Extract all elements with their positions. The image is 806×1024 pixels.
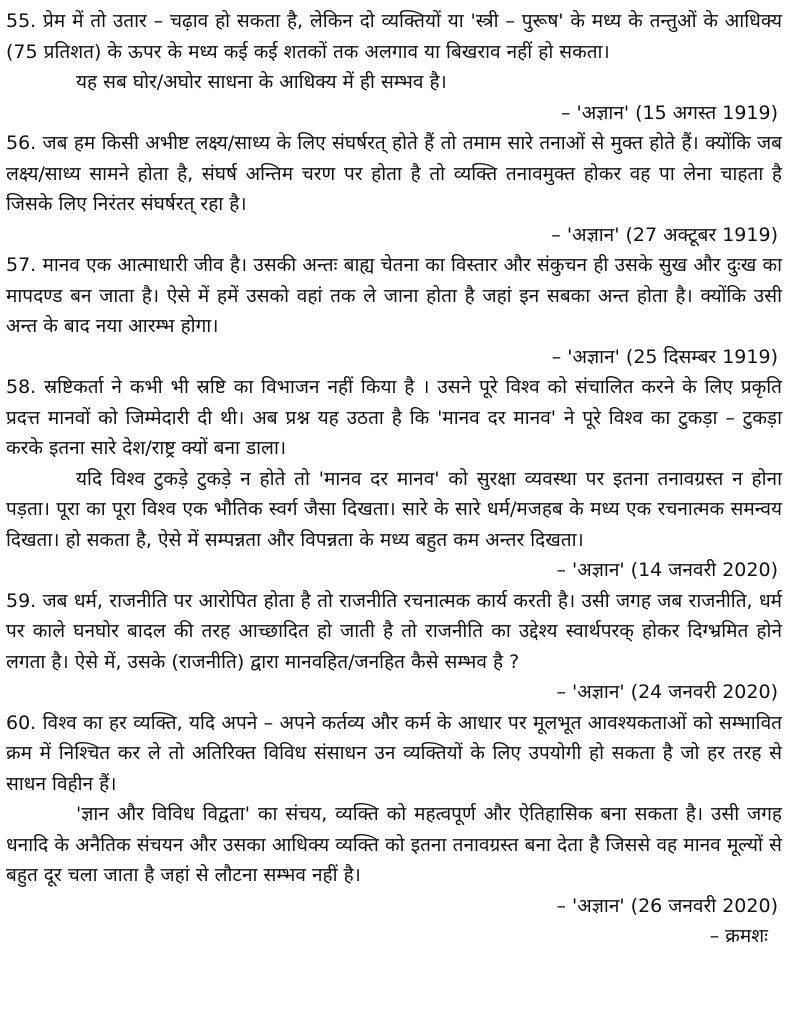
entry-attribution: – 'अज्ञान' (27 अक्टूबर 1919) [551, 223, 778, 246]
entry-55 [6, 6, 782, 128]
continued-note: – क्रमशः [709, 925, 768, 947]
entry-paragraph: 'ज्ञान और विविध विद्वता' का संचय, व्यक्ति को महत्वपूर्ण और ऐतिहासिक बना सकता है। उसी जगह धनादि के अनैतिक संचयन और उसका आधिक्य व्यक्ति को इतना तनावग्रस्त बना देता है जिससे वह मानव मूल्यों से बहुत दूर चला जाता है जहां से लौटना सम्भव नहीं है। [6, 803, 782, 886]
entry-paragraph: 55. प्रेम में तो उतार – चढ़ाव हो सकता है, लेकिन दो व्यक्तियों या 'स्त्री – पुरूष' के मध्य के तन्तुओं के आधिक्य (75 प्रतिशत) के ऊपर के मध्य कई कई शतकों तक अलगाव या बिखराव नहीं हो सकता। [6, 10, 782, 63]
entry-attribution: – 'अज्ञान' (15 अगस्त 1919) [560, 101, 778, 124]
entry-paragraph: 59. जब धर्म, राजनीति पर आरोपित होता है तो राजनीति रचनात्मक कार्य करती है। उसी जगह जब राजनीति, धर्म पर काले घनघोर बादल की तरह आच्छादित हो जाती है तो राजनीति का उद्देश्य स्वार्थपरक् होकर दिग्भ्रमित होने लगता है। ऐसे में, उसके (राजनीति) द्वारा मानवहित/जनहित कैसे सम्भव है ? [6, 589, 782, 673]
entry-56 [6, 128, 782, 250]
entry-60 [6, 708, 782, 922]
entry-paragraph: 60. विश्व का हर व्यक्ति, यदि अपने – अपने कर्तव्य और कर्म के आधार पर मूलभूत आवश्यकताओं को सम्भावित क्रम में निश्चित कर ले तो अतिरिक्त विविध संसाधन उन व्यक्तियों के लिए उपयोगी हो सकता है जो हर तरह से साधन विहीन हैं। [6, 711, 782, 795]
entry-paragraph: यदि विश्व टुकड़े टुकड़े न होते तो 'मानव दर मानव' को सुरक्षा व्यवस्था पर इतना तनावग्रस्त न होना पड़ता। पूरा का पूरा विश्व एक भौतिक स्वर्ग जैसा दिखता। सारे के सारे धर्म/मजहब के मध्य एक रचनात्मक समन्वय दिखता। हो सकता है, ऐसे में सम्पन्नता और विपन्नता के मध्य बहुत कम अन्तर दिखता। [6, 467, 782, 551]
entry-attribution: – 'अज्ञान' (25 दिसम्बर 1919) [551, 345, 778, 368]
entry-attribution: – 'अज्ञान' (24 जनवरी 2020) [556, 681, 778, 703]
entry-paragraph: 58. स्रष्टिकर्ता ने कभी भी स्रष्टि का विभाजन नहीं किया है । उसने पूरे विश्व को संचालित करने के लिए प्रकृति प्रदत्त मानवों को जिम्मेदारी दी थी। अब प्रश्न यह उठता है कि 'मानव दर मानव' ने पूरे विश्व का टुकड़ा – टुकड़ा करके इतना सारे देश/राष्ट्र क्यों बना डाला। [6, 376, 782, 459]
entry-paragraph: 57. मानव एक आत्माधारी जीव है। उसकी अन्तः बाह्य चेतना का विस्तार और संकुचन ही उसके सुख और दुःख का मापदण्ड बन जाता है। ऐसे में हमें उसको वहां तक ले जाना होता है जहां इन सबका अन्त होता है। क्योंकि उसी अन्त के बाद नया आरम्भ होगा। [6, 254, 782, 337]
entry-attribution: – 'अज्ञान' (26 जनवरी 2020) [556, 894, 778, 917]
entry-paragraph: यह सब घोर/अघोर साधना के आधिक्य में ही सम्भव है। [76, 71, 447, 93]
entry-attribution: – 'अज्ञान' (14 जनवरी 2020) [556, 559, 778, 581]
entry-58 [6, 372, 782, 586]
entry-57 [6, 250, 782, 372]
entry-paragraph: 56. जब हम किसी अभीष्ट लक्ष्य/साध्य के लिए संघर्षरत् होते हैं तो तमाम सारे तनाओं से मुक्त होते हैं। क्योंकि जब लक्ष्य/साध्य सामने होता है, संघर्ष अन्तिम चरण पर होता है तो व्यक्ति तनावमुक्त होकर वह पा लेना चाहता है जिसके लिए निरंतर संघर्षरत् रहा है। [6, 132, 782, 215]
entry-59 [6, 586, 782, 708]
